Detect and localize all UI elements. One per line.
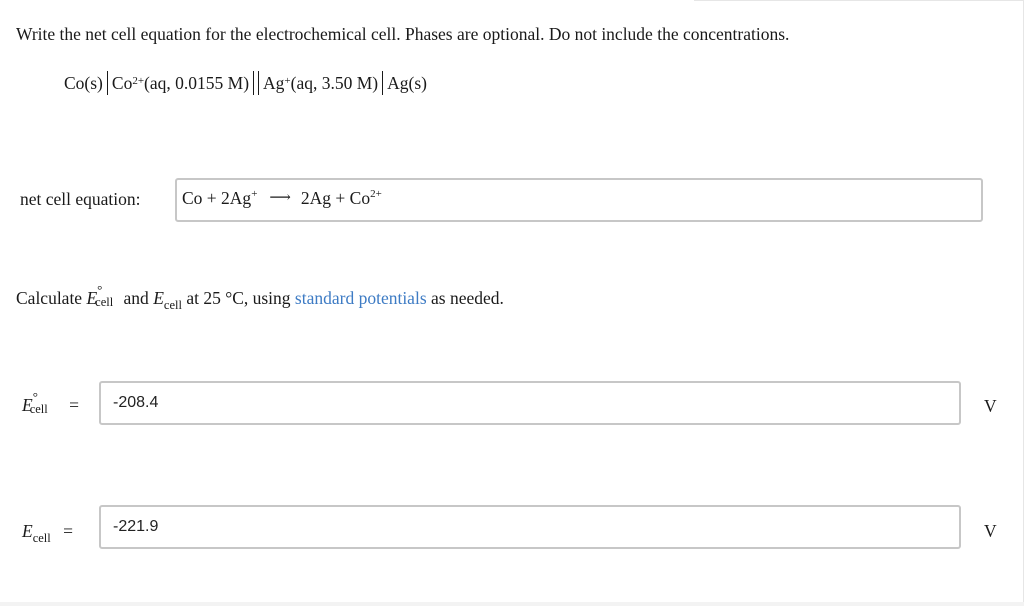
cathode-ion-charge: + xyxy=(284,74,291,87)
cathode-ion-state: (aq, 3.50 M) xyxy=(290,72,379,93)
e-letter: E xyxy=(86,288,98,308)
calculate-instruction xyxy=(16,282,504,312)
frame-top-border xyxy=(694,0,1024,1)
equation-reactants: Co + 2Ag xyxy=(182,188,252,208)
standard-potentials-link[interactable]: standard potentials xyxy=(294,288,427,308)
reactant-charge: + xyxy=(251,188,258,200)
calc-and: and xyxy=(119,288,154,308)
anode-ion: Co xyxy=(111,72,133,93)
e-standard-value: -208.4 xyxy=(113,394,159,411)
cell-subscript: cell xyxy=(95,295,114,309)
e-standard-label xyxy=(22,389,79,416)
anode-ion-state: (aq, 0.0155 M) xyxy=(144,72,250,93)
calc-suffix: as needed. xyxy=(426,288,504,308)
e-letter: E xyxy=(22,395,33,415)
anode-ion-charge: 2+ xyxy=(132,74,145,87)
cell-subscript: cell xyxy=(29,402,48,416)
e-cell-symbol xyxy=(153,288,182,312)
calc-middle: at 25 °C, using xyxy=(181,288,295,308)
degree-sign: ° xyxy=(32,389,38,404)
cathode-ion: Ag xyxy=(263,72,285,93)
product-charge: 2+ xyxy=(370,188,382,200)
e-letter: E xyxy=(153,288,164,308)
e-letter: E xyxy=(22,521,33,541)
e-cell-input[interactable] xyxy=(99,505,961,549)
equals-sign: = xyxy=(63,521,73,541)
cell-notation xyxy=(64,71,427,95)
calc-prefix: Calculate xyxy=(16,288,87,308)
salt-bridge xyxy=(253,71,259,95)
e-standard-unit: V xyxy=(984,396,997,416)
phase-boundary xyxy=(382,71,383,95)
cathode-solid: Ag(s) xyxy=(387,72,427,93)
e-standard-symbol xyxy=(86,282,119,309)
equation-products: 2Ag + Co xyxy=(300,188,371,208)
cell-subscript: cell xyxy=(163,298,182,312)
e-cell-unit: V xyxy=(984,521,997,541)
cell-subscript: cell xyxy=(32,531,51,545)
e-standard-input[interactable] xyxy=(99,381,961,425)
e-cell-symbol xyxy=(22,521,51,545)
equals-sign: = xyxy=(69,395,79,415)
e-cell-value: -221.9 xyxy=(113,518,159,535)
net-equation-input[interactable] xyxy=(175,178,983,222)
question-text: Write the net cell equation for the electrochemical cell. Phases are optional. Do not include the concentrations. xyxy=(16,24,790,44)
bottom-shade xyxy=(0,602,1024,606)
e-cell-label xyxy=(22,521,73,545)
reaction-arrow: ⟶ xyxy=(269,190,291,206)
e-standard-symbol xyxy=(22,389,57,416)
anode-solid: Co(s) xyxy=(64,72,103,93)
phase-boundary xyxy=(107,71,108,95)
degree-sign: ° xyxy=(97,282,103,297)
net-equation-label: net cell equation: xyxy=(20,189,141,209)
net-equation-value xyxy=(182,188,382,209)
